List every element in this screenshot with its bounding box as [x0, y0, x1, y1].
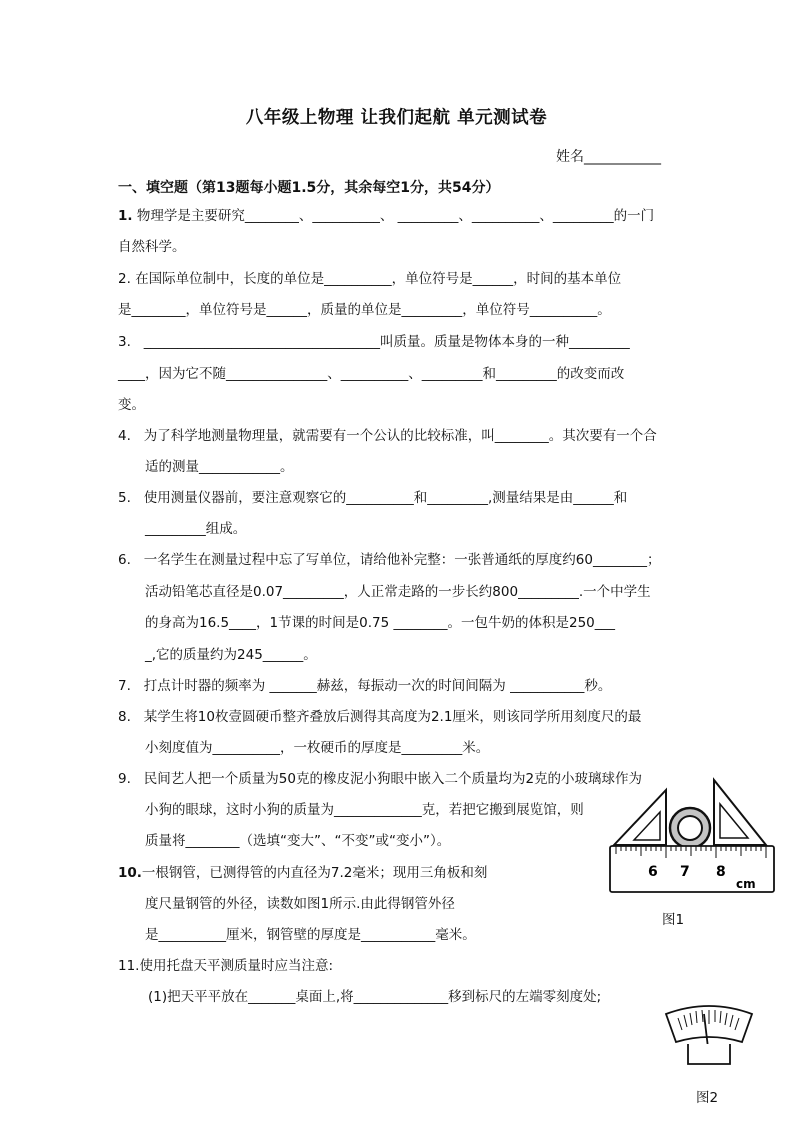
question-line: 2. 在国际单位制中，长度的单位是__________，单位符号是______，时间的基本单位: [118, 271, 622, 287]
question-line: 8. 某学生将10枚壹圆硬币整齐叠放后测得其高度为2.1厘米，则该同学所用刻度尺的最: [118, 709, 642, 725]
question-line: 活动铅笔芯直径是0.07_________，人正常走路的一步长约800_________.一个中学生: [145, 584, 651, 600]
question-line: 1. 物理学是主要研究________、__________、 _________、__________、_________的一门: [118, 208, 655, 224]
question-line: 变。: [118, 397, 145, 413]
question-line: 10.一根钢管，已测得管的内直径为7.2毫米；现用三角板和刻: [118, 865, 488, 881]
figure-2-caption: 图2: [696, 1090, 719, 1106]
ruler-label-7: 7: [680, 864, 690, 880]
figure-2-balance-dial: [662, 1000, 756, 1070]
question-line: 4. 为了科学地测量物理量，就需要有一个公认的比较标准，叫________。其次要有一个合: [118, 428, 657, 444]
ruler-label-8: 8: [716, 864, 726, 880]
question-line: (1)把天平平放在_______桌面上,将______________移到标尺的左端零刻度处;: [148, 989, 602, 1005]
section-heading: 一、填空题（第13题每小题1.5分，其余每空1分，共54分）: [118, 180, 500, 196]
figure-1-caption: 图1: [662, 912, 685, 928]
question-line: 质量将________（选填“变大”、“不变”或“变小”）。: [145, 833, 451, 849]
question-line: 自然科学。: [118, 239, 186, 255]
figure-1-ruler-illustration: [606, 770, 778, 900]
question-line: 11.使用托盘天平测质量时应当注意:: [118, 958, 334, 974]
question-line: _,它的质量约为245______。: [145, 647, 317, 663]
name-field-label: 姓名___________: [556, 149, 661, 165]
question-line: _________组成。: [145, 521, 247, 537]
question-line: 的身高为16.5____，1节课的时间是0.75 ________。一包牛奶的体积是250___: [145, 615, 616, 631]
ruler-label-6: 6: [648, 864, 658, 880]
question-line: 6. 一名学生在测量过程中忘了写单位，请给他补完整：一张普通纸的厚度约60________；: [118, 552, 661, 568]
ruler-unit-label: cm: [736, 877, 756, 891]
question-line: ____，因为它不随_______________、__________、_________和_________的改变而改: [118, 366, 625, 382]
question-line: 3. ___________________________________叫质量。质量是物体本身的一种_________: [118, 334, 630, 350]
page-title: 八年级上物理 让我们起航 单元测试卷: [245, 108, 548, 128]
question-line: 度尺量钢管的外径，读数如图1所示.由此得钢管外径: [145, 896, 455, 912]
question-line: 5. 使用测量仪器前，要注意观察它的__________和_________,测量结果是由______和: [118, 490, 628, 506]
question-line: 是________，单位符号是______，质量的单位是_________，单位符号__________。: [118, 302, 611, 318]
question-line: 是__________厘米，钢管壁的厚度是___________毫米。: [145, 927, 476, 943]
question-line: 小狗的眼球，这时小狗的质量为_____________克，若把它搬到展览馆，则: [145, 802, 584, 818]
question-line: 7. 打点计时器的频率为 _______赫兹，每振动一次的时间间隔为 ___________秒。: [118, 678, 612, 694]
question-line: 适的测量____________。: [145, 459, 294, 475]
question-line: 小刻度值为__________，一枚硬币的厚度是_________米。: [145, 740, 490, 756]
question-line: 9. 民间艺人把一个质量为50克的橡皮泥小狗眼中嵌入二个质量均为2克的小玻璃球作为: [118, 771, 643, 787]
